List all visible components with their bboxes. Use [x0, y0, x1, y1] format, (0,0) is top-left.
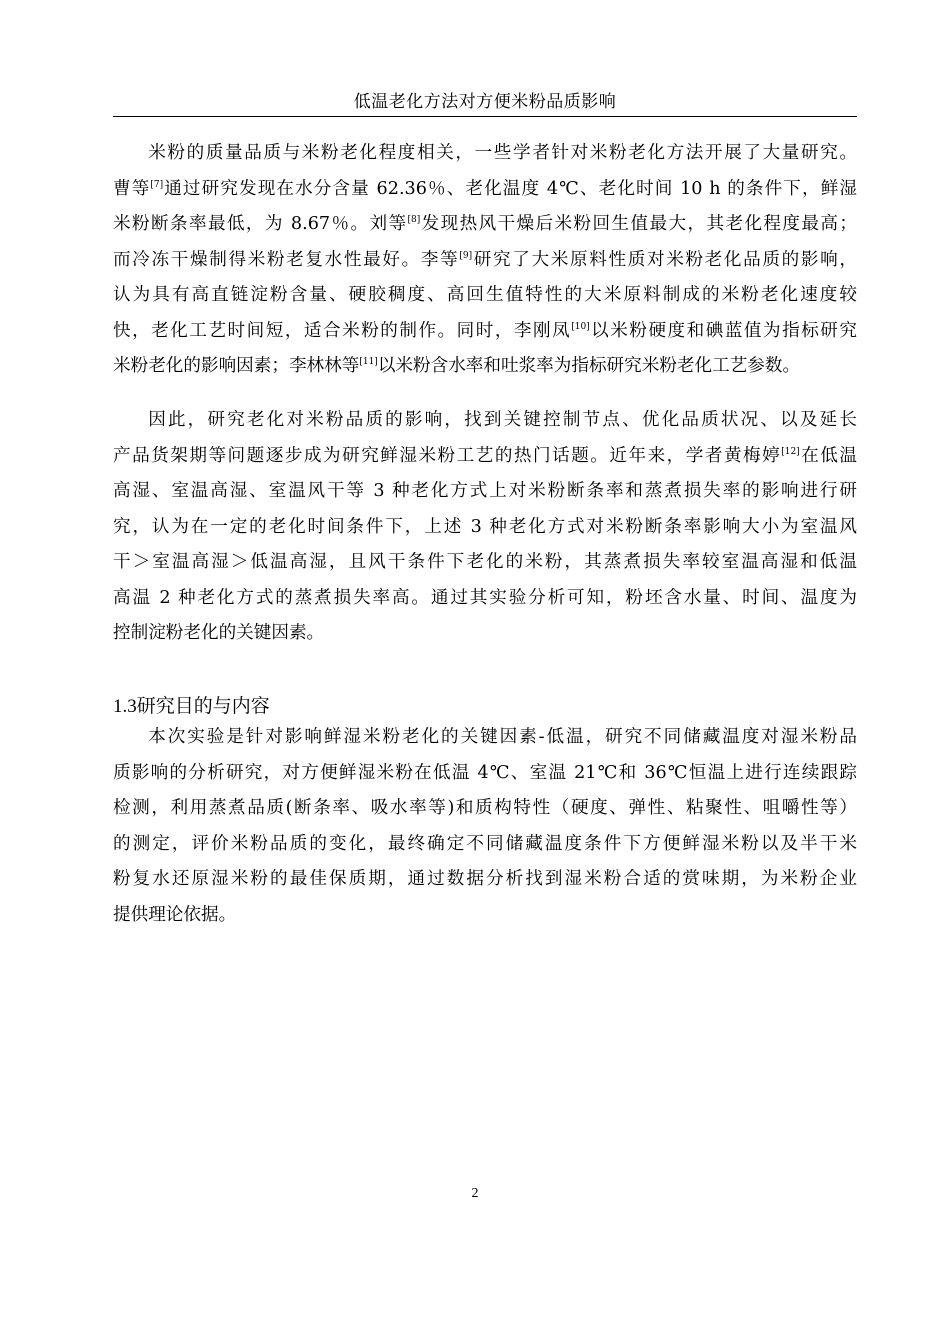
text-line	[113, 756, 857, 792]
text-run: 检测，利用蒸煮品质(断条率、吸水率等)和质构特性（硬度、弹性、粘聚性、咀嚼性等）	[113, 798, 857, 818]
text-line	[113, 720, 857, 756]
paragraph-research-objective	[113, 720, 857, 933]
text-line	[113, 898, 857, 934]
text-run: 干＞室温高湿＞低温高湿，且风干条件下老化的米粉，其蒸煮损失率较室温高湿和低温	[113, 552, 857, 572]
section-title: 研究目的与内容	[136, 695, 270, 717]
section-heading	[113, 690, 270, 723]
page-number: 2	[471, 1186, 479, 1201]
text-run: 以米粉含水率和吐浆率为指标研究米粉老化工艺参数。	[377, 356, 801, 376]
running-header: 低温老化方法对方便米粉品质影响	[113, 88, 857, 117]
text-run: 米粉断条率最低，为 8.67％。刘等	[113, 214, 408, 234]
text-line	[113, 403, 857, 439]
text-run: 高湿、室温高湿、室温风干等 3 种老化方式上对米粉断条率和蒸煮损失率的影响进行研	[113, 481, 857, 501]
text-run: 以米粉硬度和碘蓝值为指标研究	[589, 320, 857, 341]
section-number: 1.3	[113, 696, 137, 717]
paragraph-aging-methods	[113, 403, 857, 652]
text-line	[113, 172, 857, 208]
text-run: 认为具有高直链淀粉含量、硬胶稠度、高回生值特性的大米原料制成的米粉老化速度较	[113, 285, 857, 305]
text-line	[113, 474, 857, 510]
citation-ref: [11]	[359, 357, 378, 368]
text-line	[113, 827, 857, 863]
text-run: 高温 2 种老化方式的蒸煮损失率高。通过其实验分析可知，粉坯含水量、时间、温度为	[113, 587, 857, 608]
citation-ref: [8]	[407, 215, 421, 226]
text-run: 通过研究发现在水分含量 62.36％、老化温度 4℃、老化时间 10 h 的条件下，鲜湿	[163, 178, 857, 199]
text-line	[113, 278, 857, 314]
text-line	[113, 510, 857, 546]
citation-ref: [7]	[150, 179, 164, 190]
text-run: 粉复水还原湿米粉的最佳保质期，通过数据分析找到湿米粉合适的赏味期，为米粉企业	[113, 869, 857, 889]
text-run: 在低温	[799, 445, 857, 466]
text-line	[113, 207, 857, 243]
text-run: 米粉老化的影响因素；李林林等	[113, 356, 360, 376]
text-run: 研究了大米原料性质对米粉老化品质的影响，	[472, 249, 857, 270]
text-run: 曹等	[113, 178, 151, 199]
paragraph-literature-review	[113, 136, 857, 385]
text-line	[113, 616, 857, 652]
text-run: 究，认为在一定的老化时间条件下，上述 3 种老化方式对米粉断条率影响大小为室温风	[113, 516, 857, 537]
text-line	[113, 136, 857, 172]
text-run: 米粉的质量品质与米粉老化程度相关，一些学者针对米粉老化方法开展了大量研究。	[148, 143, 857, 163]
citation-ref: [12]	[781, 446, 800, 457]
text-run: 本次实验是针对影响鲜湿米粉老化的关键因素-低温，研究不同储藏温度对湿米粉品	[148, 727, 857, 747]
text-run: 的测定，评价米粉品质的变化，最终确定不同储藏温度条件下方便鲜湿米粉以及半干米	[113, 833, 857, 854]
text-line	[113, 862, 857, 898]
text-line	[113, 581, 857, 617]
text-run: 因此，研究老化对米粉品质的影响，找到关键控制节点、优化品质状况、以及延长	[148, 410, 857, 430]
text-run: 发现热风干燥后米粉回生值最大，其老化程度最高；	[420, 214, 857, 234]
text-run: 产品货架期等问题逐步成为研究鲜湿米粉工艺的热门话题。近年来，学者黄梅婷	[113, 445, 782, 466]
text-line	[113, 243, 857, 279]
text-run: 快，老化工艺时间短，适合米粉的制作。同时，李刚凤	[113, 320, 572, 341]
text-run: 而冷冻干燥制得米粉老复水性最好。李等	[113, 249, 460, 270]
text-line	[113, 349, 857, 385]
text-line	[113, 439, 857, 475]
text-line	[113, 545, 857, 581]
text-line	[113, 314, 857, 350]
text-run: 提供理论依据。	[113, 904, 237, 925]
text-run: 控制淀粉老化的关键因素。	[113, 623, 325, 643]
citation-ref: [10]	[571, 321, 590, 332]
text-line	[113, 791, 857, 827]
text-run: 质影响的分析研究，对方便鲜湿米粉在低温 4℃、室温 21℃和 36℃恒温上进行连续跟踪	[113, 762, 857, 783]
citation-ref: [9]	[459, 250, 473, 261]
